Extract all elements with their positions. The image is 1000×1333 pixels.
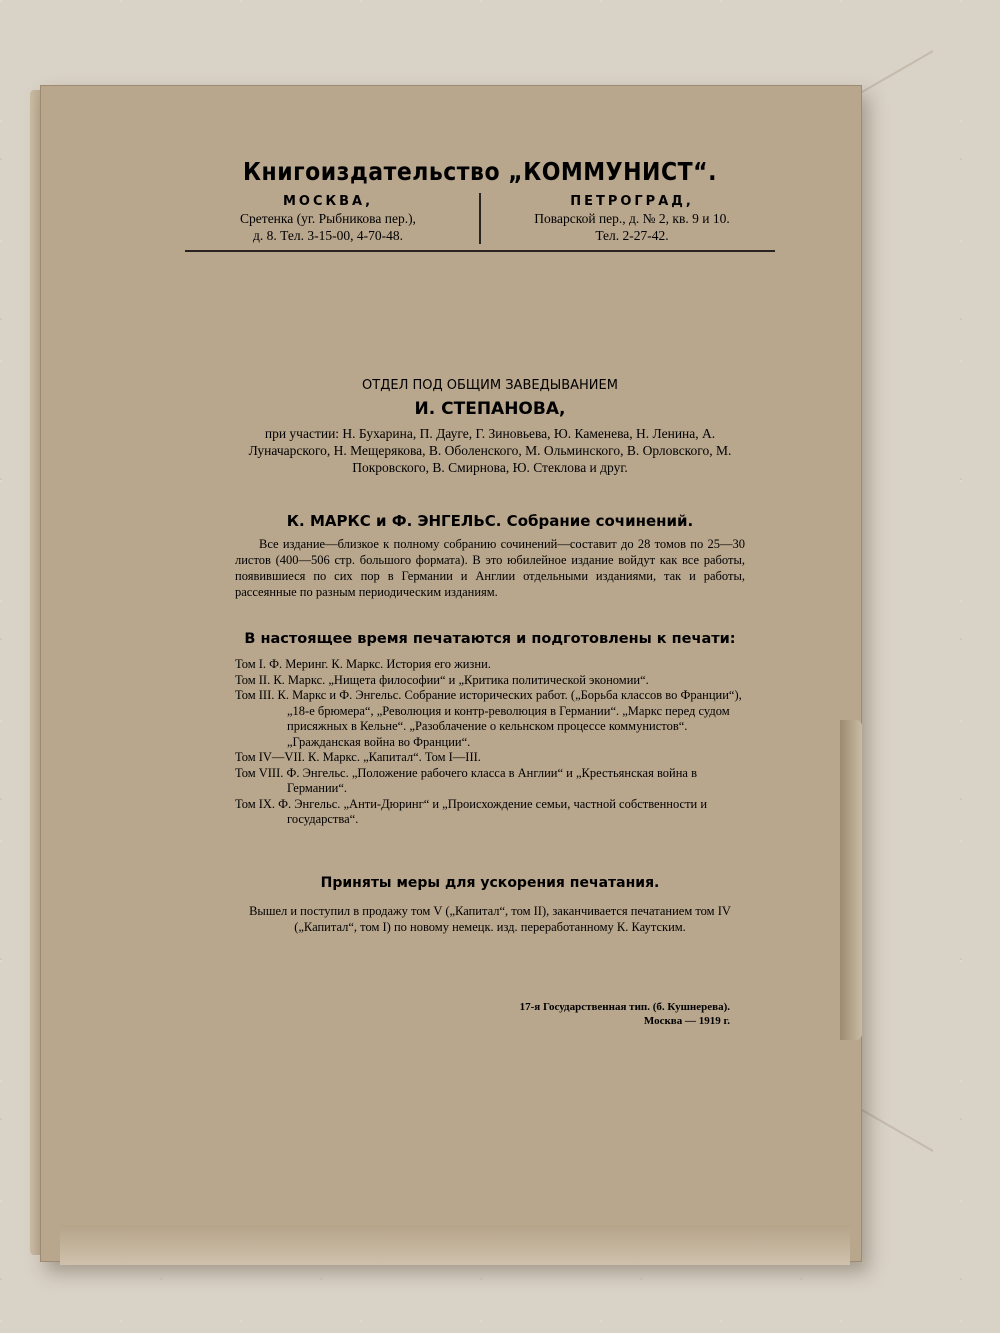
works-description: Все издание—близкое к полному собранию сочинений—составит до 28 томов по 25—30 листов (400—506 стр. большого формата). В это юбилейное издание войдут как все работы, появившиеся по сих пор в Германии и Англии отдельными изданиями, так и работы, рассеянные по разным периодическим изданиям. — [235, 537, 745, 599]
worn-edge — [840, 720, 862, 1040]
petrograd-line-1: Поварской пер., д. № 2, кв. 9 и 10. — [534, 211, 730, 226]
printing-section — [235, 630, 745, 828]
petrograd-city: ПЕТРОГРАД, — [570, 194, 694, 209]
moscow-address — [185, 193, 481, 244]
announcement: Вышел и поступил в продажу том V („Капитал“, том II), заканчивается печатанием том IV („Капитал“, том I) по новому немецк. изд. переработанному К. Каутским. — [249, 904, 731, 934]
editor-name: И. СТЕПАНОВА, — [414, 399, 566, 419]
place-year: Москва — 1919 г. — [643, 1015, 730, 1027]
printer-imprint — [460, 1000, 730, 1028]
list-item: Том IX. Ф. Энгельс. „Анти-Дюринг“ и „Происхождение семьи, частной собственности и государства“. — [235, 796, 708, 826]
contributors-list: при участии: Н. Бухарина, П. Дауге, Г. Зиновьева, Ю. Каменева, Н. Ленина, А. Луначарского, Н. Мещерякова, В. Оболенского, М. Ольминского, В. Орловского, М. Покровского, В. Смирнова, Ю. Стеклова и друг. — [248, 426, 732, 475]
department-title: ОТДЕЛ ПОД ОБЩИМ ЗАВЕДЫВАНИЕМ — [362, 378, 618, 393]
printing-heading: В настоящее время печатаются и подготовлены к печати: — [244, 631, 736, 647]
publisher-addresses — [185, 193, 775, 252]
works-section — [235, 512, 745, 600]
book-bottom-edge — [60, 1225, 850, 1265]
department-section — [235, 378, 745, 476]
printer-name: 17-я Государственная тип. (б. Кушнерева). — [519, 1001, 730, 1013]
list-item: Том IV—VII. К. Маркс. „Капитал“. Том I—III. — [235, 750, 481, 764]
volume-list — [235, 657, 745, 828]
petrograd-address — [489, 193, 775, 244]
measures-section — [235, 875, 745, 935]
measures-heading: Приняты меры для ускорения печатания. — [320, 875, 660, 891]
works-title: К. МАРКС и Ф. ЭНГЕЛЬС. Собрание сочинений. — [286, 512, 694, 530]
moscow-line-1: Сретенка (уг. Рыбникова пер.), — [240, 211, 416, 226]
list-item: Том I. Ф. Меринг. К. Маркс. История его жизни. — [235, 657, 491, 671]
moscow-city: МОСКВА, — [282, 194, 374, 209]
moscow-line-2: д. 8. Тел. 3-15-00, 4-70-48. — [253, 228, 403, 243]
list-item: Том II. К. Маркс. „Нищета философии“ и „Критика политической экономии“. — [235, 672, 649, 687]
list-item: Том III. К. Маркс и Ф. Энгельс. Собрание исторических работ. („Борьба классов во Франции“), „18-е брюмера“, „Революция и контр-революция в Германии“. „Маркс перед судом присяжных в Кельне“. „Разоблачение о кельнском процессе коммунистов“. „Гражданская война во Франции“. — [235, 688, 742, 749]
petrograd-line-2: Тел. 2-27-42. — [595, 228, 669, 243]
list-item: Том VIII. Ф. Энгельс. „Положение рабочего класса в Англии“ и „Крестьянская война в Германии“. — [235, 765, 697, 795]
publisher-name: Книгоиздательство „КОММУНИСТ“. — [243, 158, 717, 187]
publisher-header — [185, 160, 775, 252]
